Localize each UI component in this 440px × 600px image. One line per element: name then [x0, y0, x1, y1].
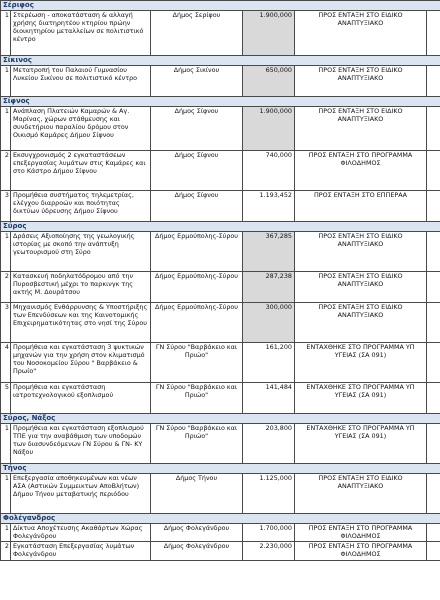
table-row — [1, 524, 440, 542]
row-number: 1 — [1, 66, 11, 97]
project-owner: Δήμος Φολεγάνδρου — [151, 524, 243, 542]
budget-amount: 2.230,000 — [243, 542, 295, 561]
empty-cell — [427, 66, 440, 97]
budget-amount: 650,000 — [243, 66, 295, 97]
section-title: Σύρος, Νάξος — [1, 414, 440, 424]
table-row — [1, 107, 440, 151]
row-number: 5 — [1, 383, 11, 414]
row-number: 1 — [1, 474, 11, 514]
empty-cell — [427, 303, 440, 343]
funding-status: ΠΡΟΣ ΕΝΤΑΞΗ ΣΤΟ ΕΙΔΙΚΟ ΑΝΑΠΤΥΞΙΑΚΟ — [295, 303, 427, 343]
project-owner: Δήμος Σερίφου — [151, 11, 243, 56]
row-number: 1 — [1, 11, 11, 56]
project-owner: ΓΝ Σύρου "Βαρβάκειο και Πριώο" — [151, 343, 243, 383]
funding-status: ΠΡΟΣ ΕΝΤΑΞΗ ΣΤΟ ΕΙΔΙΚΟ ΑΝΑΠΤΥΞΙΑΚΟ — [295, 107, 427, 151]
row-number: 3 — [1, 303, 11, 343]
budget-amount: 1.125,000 — [243, 474, 295, 514]
project-owner: Δήμος Σικίνου — [151, 66, 243, 97]
table-row — [1, 191, 440, 222]
project-description: Εγκατάσταση Επεξεργασίας λυμάτων Φολεγάνδρου — [11, 542, 151, 561]
empty-cell — [427, 107, 440, 151]
row-number: 1 — [1, 107, 11, 151]
table-row — [1, 424, 440, 464]
empty-cell — [427, 383, 440, 414]
section-title: Σέριφος — [1, 1, 440, 11]
budget-amount: 740,000 — [243, 151, 295, 191]
row-number: 1 — [1, 232, 11, 272]
section-header-row — [1, 464, 440, 474]
section-title: Σίφνος — [1, 97, 440, 107]
section-title: Σύρος — [1, 222, 440, 232]
project-description: Δράσεις Αξιοποίησης της γεωλογικής ιστορίας με σκοπό την ανάπτυξη γεωτουρισμού στη Σύρο — [11, 232, 151, 272]
project-description: Μετατροπή του Παλαιού Γυμνασίου Λυκείου Σικίνου σε πολιτιστικό κέντρο — [11, 66, 151, 97]
funding-status: ΠΡΟΣ ΕΝΤΑΞΗ ΣΤΟ ΕΙΔΙΚΟ ΑΝΑΠΤΥΞΙΑΚΟ — [295, 11, 427, 56]
project-description: Ανάπλαση Πλατειών Καμαρών & Αγ. Μαρίνας, χώρων στάθμευσης και συνδετήριου παραλίου δρόμου στον Οικισμό Καμάρες Δήμου Σίφνου — [11, 107, 151, 151]
row-number: 2 — [1, 151, 11, 191]
empty-cell — [427, 542, 440, 561]
section-header-row — [1, 1, 440, 11]
table-row — [1, 474, 440, 514]
empty-cell — [427, 191, 440, 222]
table-row — [1, 232, 440, 272]
section-header-row — [1, 222, 440, 232]
funding-status: ΠΡΟΣ ΕΝΤΑΞΗ ΣΤΟ ΕΙΔΙΚΟ ΑΝΑΠΤΥΞΙΑΚΟ — [295, 474, 427, 514]
section-title: Τήνος — [1, 464, 440, 474]
project-description: Προμήθεια συστήματος τηλεμετρίας, ελέγχου διαρροών και ποιότητας δικτύων ύδρευσης Δήμου Σίφνου — [11, 191, 151, 222]
section-header-row — [1, 97, 440, 107]
project-description: Εκσυγχρονισμός 2 εγκαταστάσεων επεξεργασίας λυμάτων στις Καμάρες και στο Κάστρο Δήμου Σίφνου — [11, 151, 151, 191]
project-owner: Δήμος Ερμούπολης-Σύρου — [151, 303, 243, 343]
row-number: 2 — [1, 272, 11, 303]
table-row — [1, 11, 440, 56]
project-owner: ΓΝ Σύρου "Βαρβάκειο και Πριώο" — [151, 424, 243, 464]
row-number: 2 — [1, 542, 11, 561]
budget-amount: 287,238 — [243, 272, 295, 303]
funding-status: ΕΝΤΑΧΘΗΚΕ ΣΤΟ ΠΡΟΓΡΑΜΜΑ ΥΠ ΥΓΕΙΑΣ (ΣΑ 091) — [295, 424, 427, 464]
table-row — [1, 542, 440, 561]
project-owner: Δήμος Σίφνου — [151, 151, 243, 191]
project-description: Μηχανισμός Ενθάρρυνσης & Υποστήριξης των Επενδύσεων και της Καινοτομικής Επιχειρηματικότητας στο νησί της Σύρου — [11, 303, 151, 343]
empty-cell — [427, 343, 440, 383]
budget-amount: 367,285 — [243, 232, 295, 272]
empty-cell — [427, 151, 440, 191]
empty-cell — [427, 424, 440, 464]
funding-status: ΠΡΟΣ ΕΝΤΑΞΗ ΣΤΟ ΠΡΟΓΡΑΜΜΑ ΦΙΛΟΔΗΜΟΣ — [295, 151, 427, 191]
project-owner: ΓΝ Σύρου "Βαρβάκειο και Πριώο" — [151, 383, 243, 414]
funding-status: ΠΡΟΣ ΕΝΤΑΞΗ ΣΤΟ ΠΡΟΓΡΑΜΜΑ ΦΙΛΟΔΗΜΟΣ — [295, 542, 427, 561]
project-owner: Δήμος Σίφνου — [151, 191, 243, 222]
section-header-row — [1, 414, 440, 424]
project-owner: Δήμος Φολεγάνδρου — [151, 542, 243, 561]
budget-amount: 203,800 — [243, 424, 295, 464]
table-row — [1, 343, 440, 383]
table-row — [1, 383, 440, 414]
section-header-row — [1, 514, 440, 524]
project-owner: Δήμος Ερμούπολης-Σύρου — [151, 232, 243, 272]
budget-amount: 1.900,000 — [243, 107, 295, 151]
project-description: Στερέωση - αποκατάσταση & αλλαγή χρήσης διατηρητέου κτηρίου πρώην διοικητηρίου μεταλλείων σε πολιτιστικό κέντρο — [11, 11, 151, 56]
project-description: Επεξεργασία αποθηκευμένων και νέων ΑΣΑ (Αστικών Συμμεικτων ΑποΒλήτων) Δήμου Τήνου μεταβατικής περιόδου — [11, 474, 151, 514]
funding-status: ΕΝΤΑΧΘΗΚΕ ΣΤΟ ΠΡΟΓΡΑΜΜΑ ΥΠ ΥΓΕΙΑΣ (ΣΑ 091) — [295, 343, 427, 383]
budget-amount: 300,000 — [243, 303, 295, 343]
empty-cell — [427, 524, 440, 542]
funding-status: ΠΡΟΣ ΕΝΤΑΞΗ ΣΤΟ ΠΡΟΓΡΑΜΜΑ ΦΙΛΟΔΗΜΟΣ — [295, 524, 427, 542]
budget-amount: 1.193,452 — [243, 191, 295, 222]
project-owner: Δήμος Ερμούπολης-Σύρου — [151, 272, 243, 303]
empty-cell — [427, 272, 440, 303]
project-description: Προμήθεια και εγκατάσταση 3 ψυκτικών μηχανών για την χρήση στον κλιματισμό του Νοσοκομείου Σύρου " Βαρβάκειο & Πρωίο" — [11, 343, 151, 383]
project-owner: Δήμος Σίφνου — [151, 107, 243, 151]
empty-cell — [427, 474, 440, 514]
row-number: 1 — [1, 424, 11, 464]
project-description: Προμήθεια και εγκατάσταση ιατροτεχνολογικού εξοπλισμού — [11, 383, 151, 414]
funding-status: ΠΡΟΣ ΕΝΤΑΞΗ ΣΤΟ ΕΠΠΕΡΑΑ — [295, 191, 427, 222]
project-description: Κατασκευή ποδηλατόδρομου από την Πυροσβεστική μέχρι το παρκινγκ της ακτής Μ. Δουράτσου — [11, 272, 151, 303]
budget-amount: 141,484 — [243, 383, 295, 414]
project-owner: Δήμος Τήνου — [151, 474, 243, 514]
table-row — [1, 151, 440, 191]
section-header-row — [1, 56, 440, 66]
funding-status: ΠΡΟΣ ΕΝΤΑΞΗ ΣΤΟ ΕΙΔΙΚΟ ΑΝΑΠΤΥΞΙΑΚΟ — [295, 232, 427, 272]
project-description: Προμήθεια και εγκατάσταση εξοπλισμού ΤΠΕ για την αναβάθμιση των υποδομών των διασυνδεόμενων ΓΝ Σύρου & ΓΝ- ΚΥ Νάξου — [11, 424, 151, 464]
project-description: Δίκτυα Αποχέτευσης Ακαθάρτων Χώρας Φολεγάνδρου — [11, 524, 151, 542]
table-row — [1, 66, 440, 97]
row-number: 4 — [1, 343, 11, 383]
table-row — [1, 272, 440, 303]
funding-status: ΠΡΟΣ ΕΝΤΑΞΗ ΣΤΟ ΕΙΔΙΚΟ ΑΝΑΠΤΥΞΙΑΚΟ — [295, 272, 427, 303]
row-number: 1 — [1, 524, 11, 542]
empty-cell — [427, 11, 440, 56]
empty-cell — [427, 232, 440, 272]
funding-status: ΠΡΟΣ ΕΝΤΑΞΗ ΣΤΟ ΕΙΔΙΚΟ ΑΝΑΠΤΥΞΙΑΚΟ — [295, 66, 427, 97]
budget-amount: 1.700,000 — [243, 524, 295, 542]
table-row — [1, 303, 440, 343]
row-number: 3 — [1, 191, 11, 222]
funding-status: ΕΝΤΑΧΘΗΚΕ ΣΤΟ ΠΡΟΓΡΑΜΜΑ ΥΠ ΥΓΕΙΑΣ (ΣΑ 091) — [295, 383, 427, 414]
budget-amount: 1.900,000 — [243, 11, 295, 56]
section-title: Σίκινος — [1, 56, 440, 66]
budget-amount: 161,200 — [243, 343, 295, 383]
section-title: Φολέγανδρος — [1, 514, 440, 524]
